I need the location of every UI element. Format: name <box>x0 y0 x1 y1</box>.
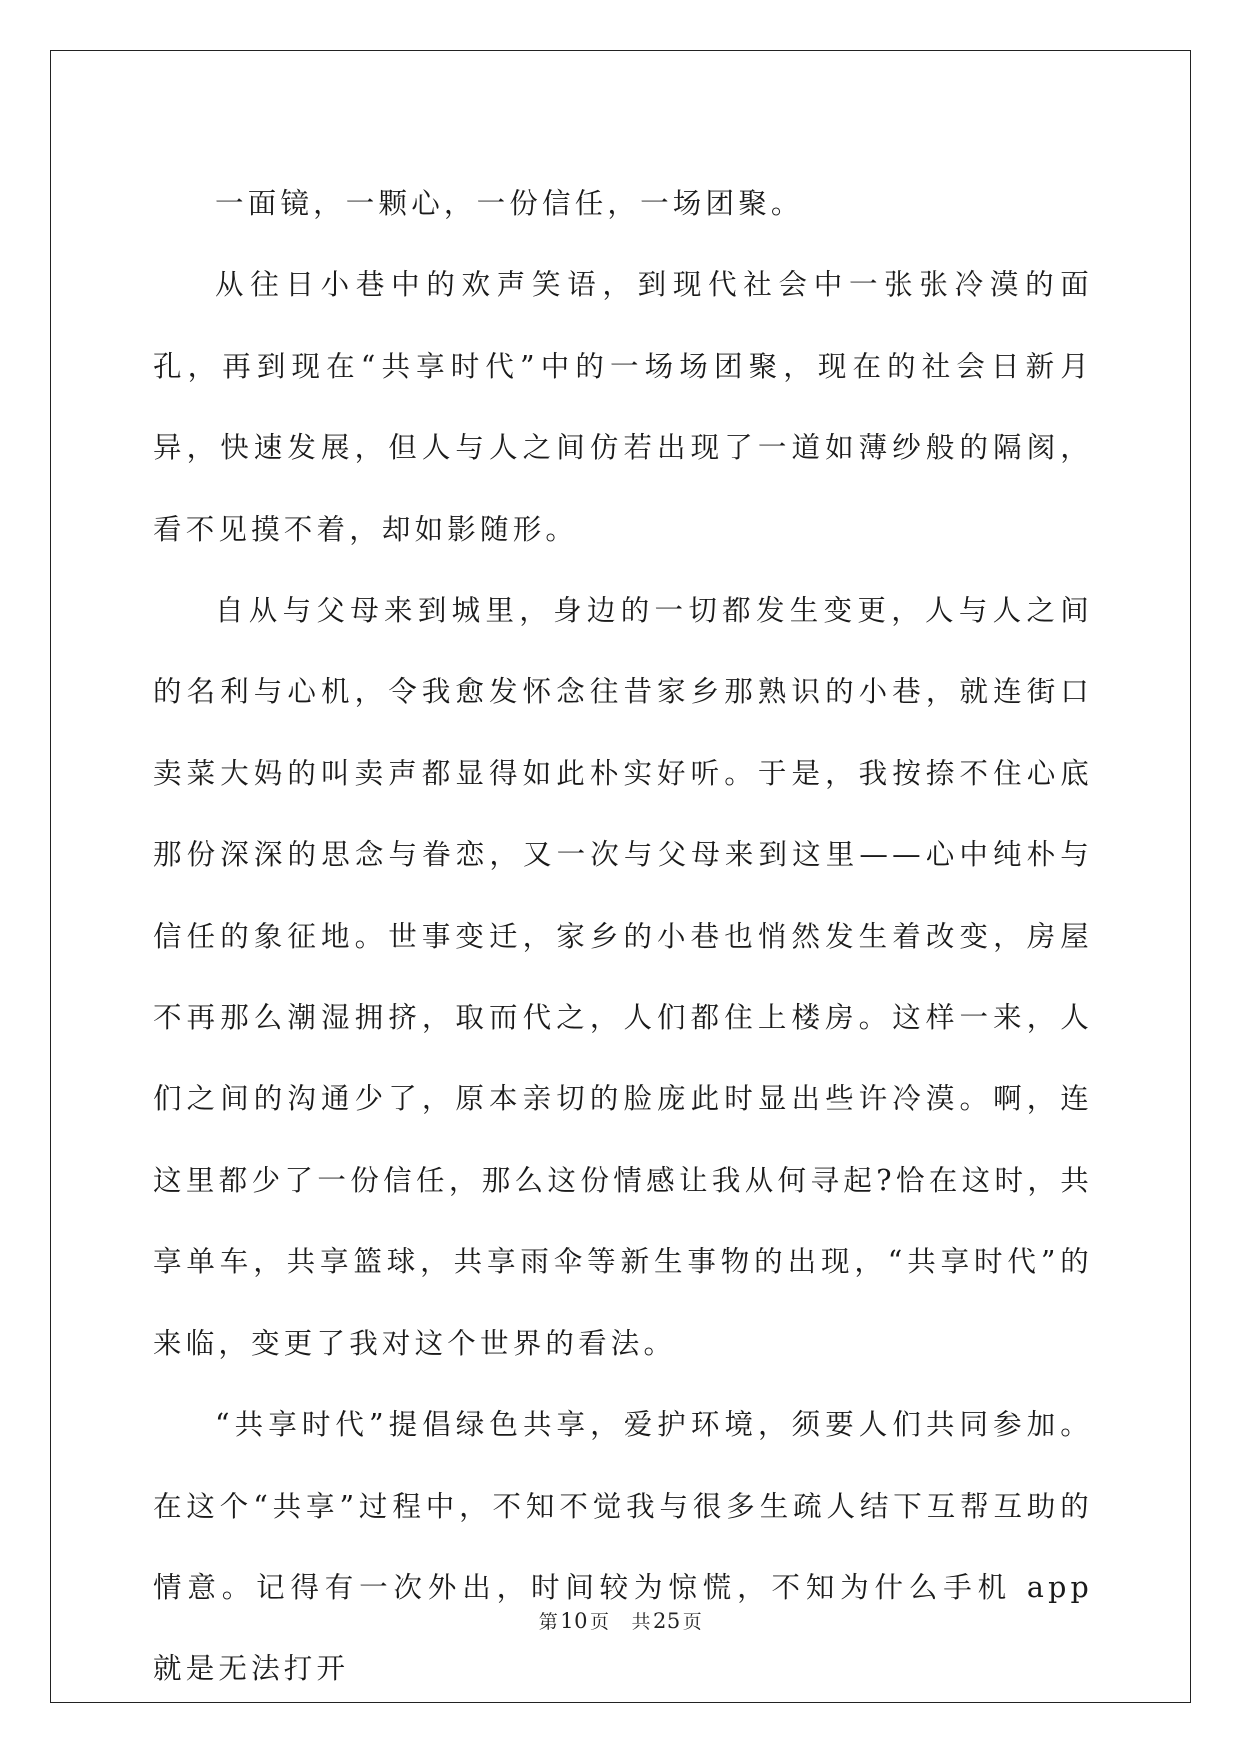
paragraph-1: 一面镜，一颗心，一份信任，一场团聚。 <box>215 187 804 220</box>
total-pages: 25 <box>653 1609 681 1633</box>
paragraph-2: 从往日小巷中的欢声笑语，到现代社会中一张张冷漠的面孔，再到现在“共享时代”中的一场场团聚，现在的社会日新月异，快速发展，但人与人之间仿若出现了一道如薄纱般的隔阂，看不见摸不着，却如影随形。 <box>153 268 1093 546</box>
total-suffix: 页 <box>682 1611 703 1633</box>
page-suffix: 页 <box>589 1611 610 1633</box>
page-footer <box>0 1607 1241 1634</box>
page-prefix: 第 <box>538 1611 559 1633</box>
total-prefix: 共 <box>631 1611 652 1633</box>
paragraph-4: “共享时代”提倡绿色共享，爱护环境，须要人们共同参加。在这个“共享”过程中，不知不觉我与很多生疏人结下互帮互助的情意。记得有一次外出，时间较为惊慌，不知为什么手机 app 就是无法打开 <box>153 1408 1093 1686</box>
document-body <box>153 163 1093 1710</box>
paragraph-3: 自从与父母来到城里，身边的一切都发生变更，人与人之间的名利与心机，令我愈发怀念往昔家乡那熟识的小巷，就连街口卖菜大妈的叫卖声都显得如此朴实好听。于是，我按捺不住心底那份深深的思念与眷恋，又一次与父母来到这里——心中纯朴与信任的象征地。世事变迁，家乡的小巷也悄然发生着改变，房屋不再那么潮湿拥挤，取而代之，人们都住上楼房。这样一来，人们之间的沟通少了，原本亲切的脸庞此时显出些许冷漠。啊，连这里都少了一份信任，那么这份情感让我从何寻起?恰在这时，共享单车，共享篮球，共享雨伞等新生事物的出现，“共享时代”的来临，变更了我对这个世界的看法。 <box>153 594 1093 1360</box>
page-number: 10 <box>560 1609 588 1633</box>
